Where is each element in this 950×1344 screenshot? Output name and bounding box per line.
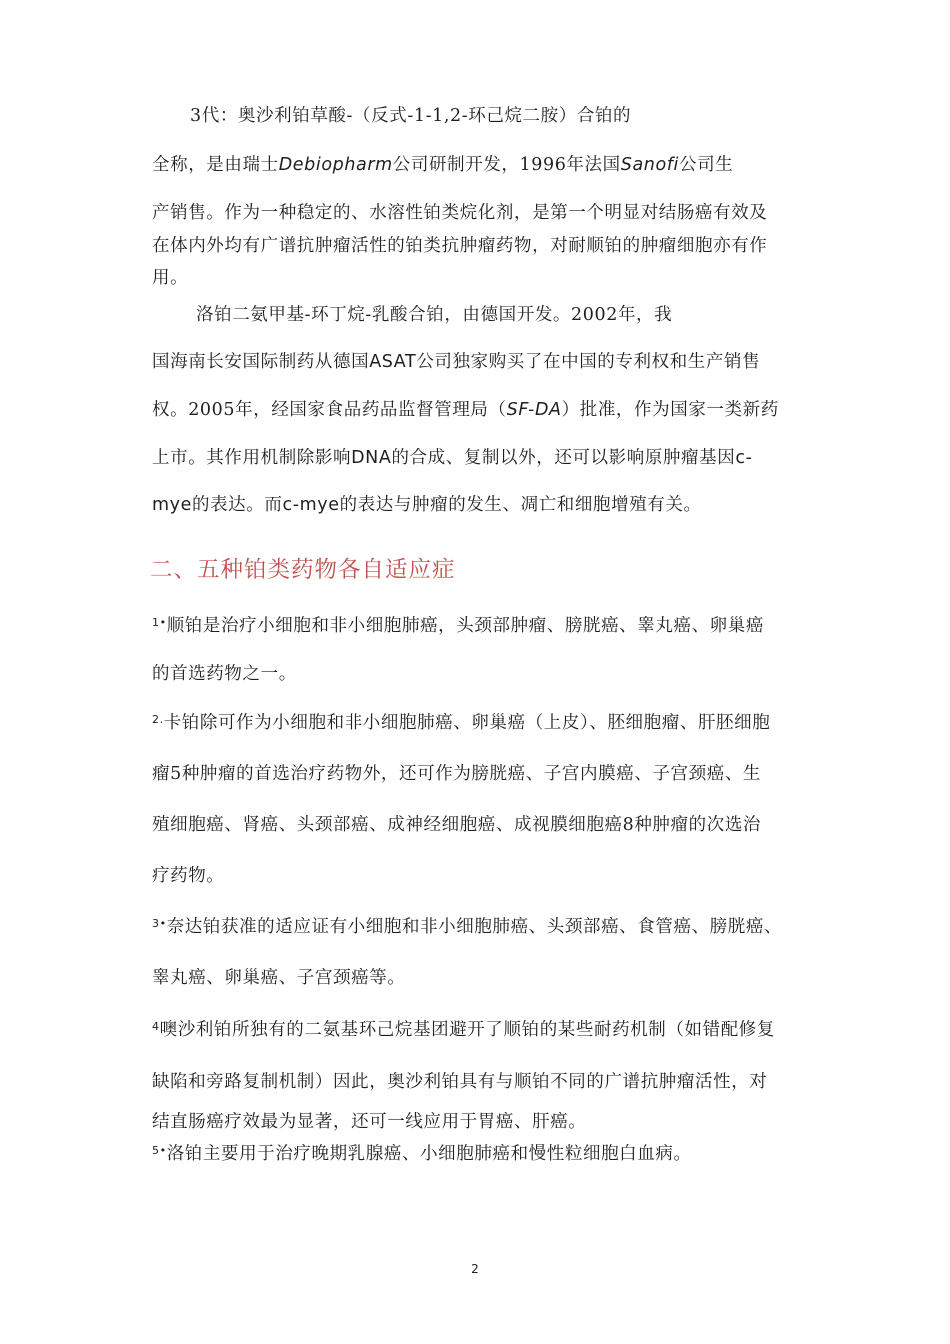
- text-run: 公司独家购买了在中国的专利权和生产销售: [416, 352, 761, 372]
- paragraph-line: [152, 350, 760, 374]
- list-item-line: [152, 966, 405, 990]
- text-run: 用。: [152, 268, 189, 288]
- text-run: 产销售。作为一种稳定的、水溶性铂类烷化剂，是第一个明显对结肠癌有效及: [152, 203, 768, 223]
- item-marker: 1•: [152, 616, 167, 629]
- text-run: 的合成、复制以外，还可以影响原肿瘤基因: [391, 448, 736, 468]
- company-name: Debiopharm: [278, 155, 393, 175]
- text-run: 权。2005年，经国家食品药品监督管理局（: [152, 400, 507, 420]
- list-item-line: [152, 1110, 586, 1134]
- text-run: ）批准，作为国家一类新药: [561, 400, 779, 420]
- text-run: 的首选药物之一。: [152, 664, 297, 684]
- text-run: 缺陷和旁路复制机制）因此，奥沙利铂具有与顺铂不同的广谱抗肿瘤活性，对: [152, 1072, 768, 1092]
- text-run: 奈达铂获准的适应证有小细胞和非小细胞肺癌、头颈部癌、食管癌、膀胱癌、: [166, 917, 783, 937]
- text-run: 洛铂二氨甲基-环丁烷-乳酸合铂，由德国开发。2002年，我: [196, 305, 673, 325]
- paragraph-line: [152, 398, 779, 422]
- term: c-mye: [282, 495, 340, 515]
- list-item-line: [152, 662, 297, 686]
- page-number: 2: [471, 1262, 479, 1276]
- text-run: 在体内外均有广谱抗肿瘤活性的铂类抗肿瘤药物，对耐顺铂的肿瘤细胞亦有作: [152, 236, 768, 256]
- company-name: Sanofi: [620, 155, 679, 175]
- paragraph-line: [152, 153, 733, 177]
- list-item-line: [152, 762, 761, 786]
- text-run: 殖细胞癌、肾癌、头颈部癌、成神经细胞癌、成视膜细胞癌8种肿瘤的次选治: [152, 815, 762, 835]
- term: mye: [152, 495, 192, 515]
- list-item: [152, 711, 770, 735]
- list-item: [152, 1018, 775, 1042]
- text-run: 全称，是由瑞士: [152, 155, 279, 175]
- text-run: 顺铂是治疗小细胞和非小细胞肺癌，头颈部肿瘤、膀胱癌、睾丸癌、卵巢癌: [166, 616, 764, 636]
- paragraph-line: [152, 493, 702, 517]
- paragraph-line: [196, 303, 672, 327]
- paragraph-line: [152, 201, 767, 225]
- list-item-line: [152, 813, 761, 837]
- text-run: 上市。其作用机制除影响: [152, 448, 352, 468]
- item-marker: 5•: [152, 1144, 167, 1157]
- list-item: [152, 915, 782, 939]
- paragraph-line: [152, 446, 753, 470]
- item-marker: 4: [152, 1020, 160, 1033]
- list-item-line: [152, 1070, 767, 1094]
- list-item-line: [152, 864, 224, 888]
- agency-abbr: SF-DA: [506, 400, 562, 420]
- text-run: 疗药物。: [152, 866, 225, 886]
- text-run: 睾丸癌、卵巢癌、子宫颈癌等。: [152, 968, 406, 988]
- text-run: 洛铂主要用于治疗晚期乳腺癌、小细胞肺癌和慢性粒细胞白血病。: [166, 1144, 692, 1164]
- section-heading: 二、五种铂类药物各自适应症: [150, 557, 456, 583]
- term: c-: [735, 448, 753, 468]
- item-marker: 2.: [152, 713, 164, 726]
- list-item: [152, 614, 764, 638]
- text-run: 卡铂除可作为小细胞和非小细胞肺癌、卵巢癌（上皮）、胚细胞瘤、肝胚细胞: [163, 713, 771, 733]
- text-run: 的表达。而: [191, 495, 283, 515]
- text-run: 的表达与肿瘤的发生、凋亡和细胞增殖有关。: [339, 495, 702, 515]
- text-run: 噢沙利铂所独有的二氨基环己烷基团避开了顺铂的某些耐药机制（如错配修复: [159, 1020, 776, 1040]
- term: DNA: [351, 448, 392, 468]
- text-run: 瘤5种肿瘤的首选治疗药物外，还可作为膀胱癌、子宫内膜癌、子宫颈癌、生: [152, 764, 762, 784]
- paragraph-line: [152, 234, 767, 258]
- text-run: 公司生: [679, 155, 734, 175]
- text-run: 国海南长安国际制药从德国: [152, 352, 370, 372]
- paragraph-line: [190, 104, 631, 128]
- list-item: [152, 1142, 692, 1166]
- text-run: 结直肠癌疗效最为显著，还可一线应用于胃癌、肝癌。: [152, 1112, 587, 1132]
- text-run: 3代：奥沙利铂草酸-（反式-1-1,2-环己烷二胺）合铂的: [190, 106, 632, 126]
- paragraph-line: [152, 266, 188, 290]
- item-marker: 3•: [152, 917, 167, 930]
- company-name: ASAT: [369, 352, 417, 372]
- text-run: 公司研制开发，1996年法国: [392, 155, 621, 175]
